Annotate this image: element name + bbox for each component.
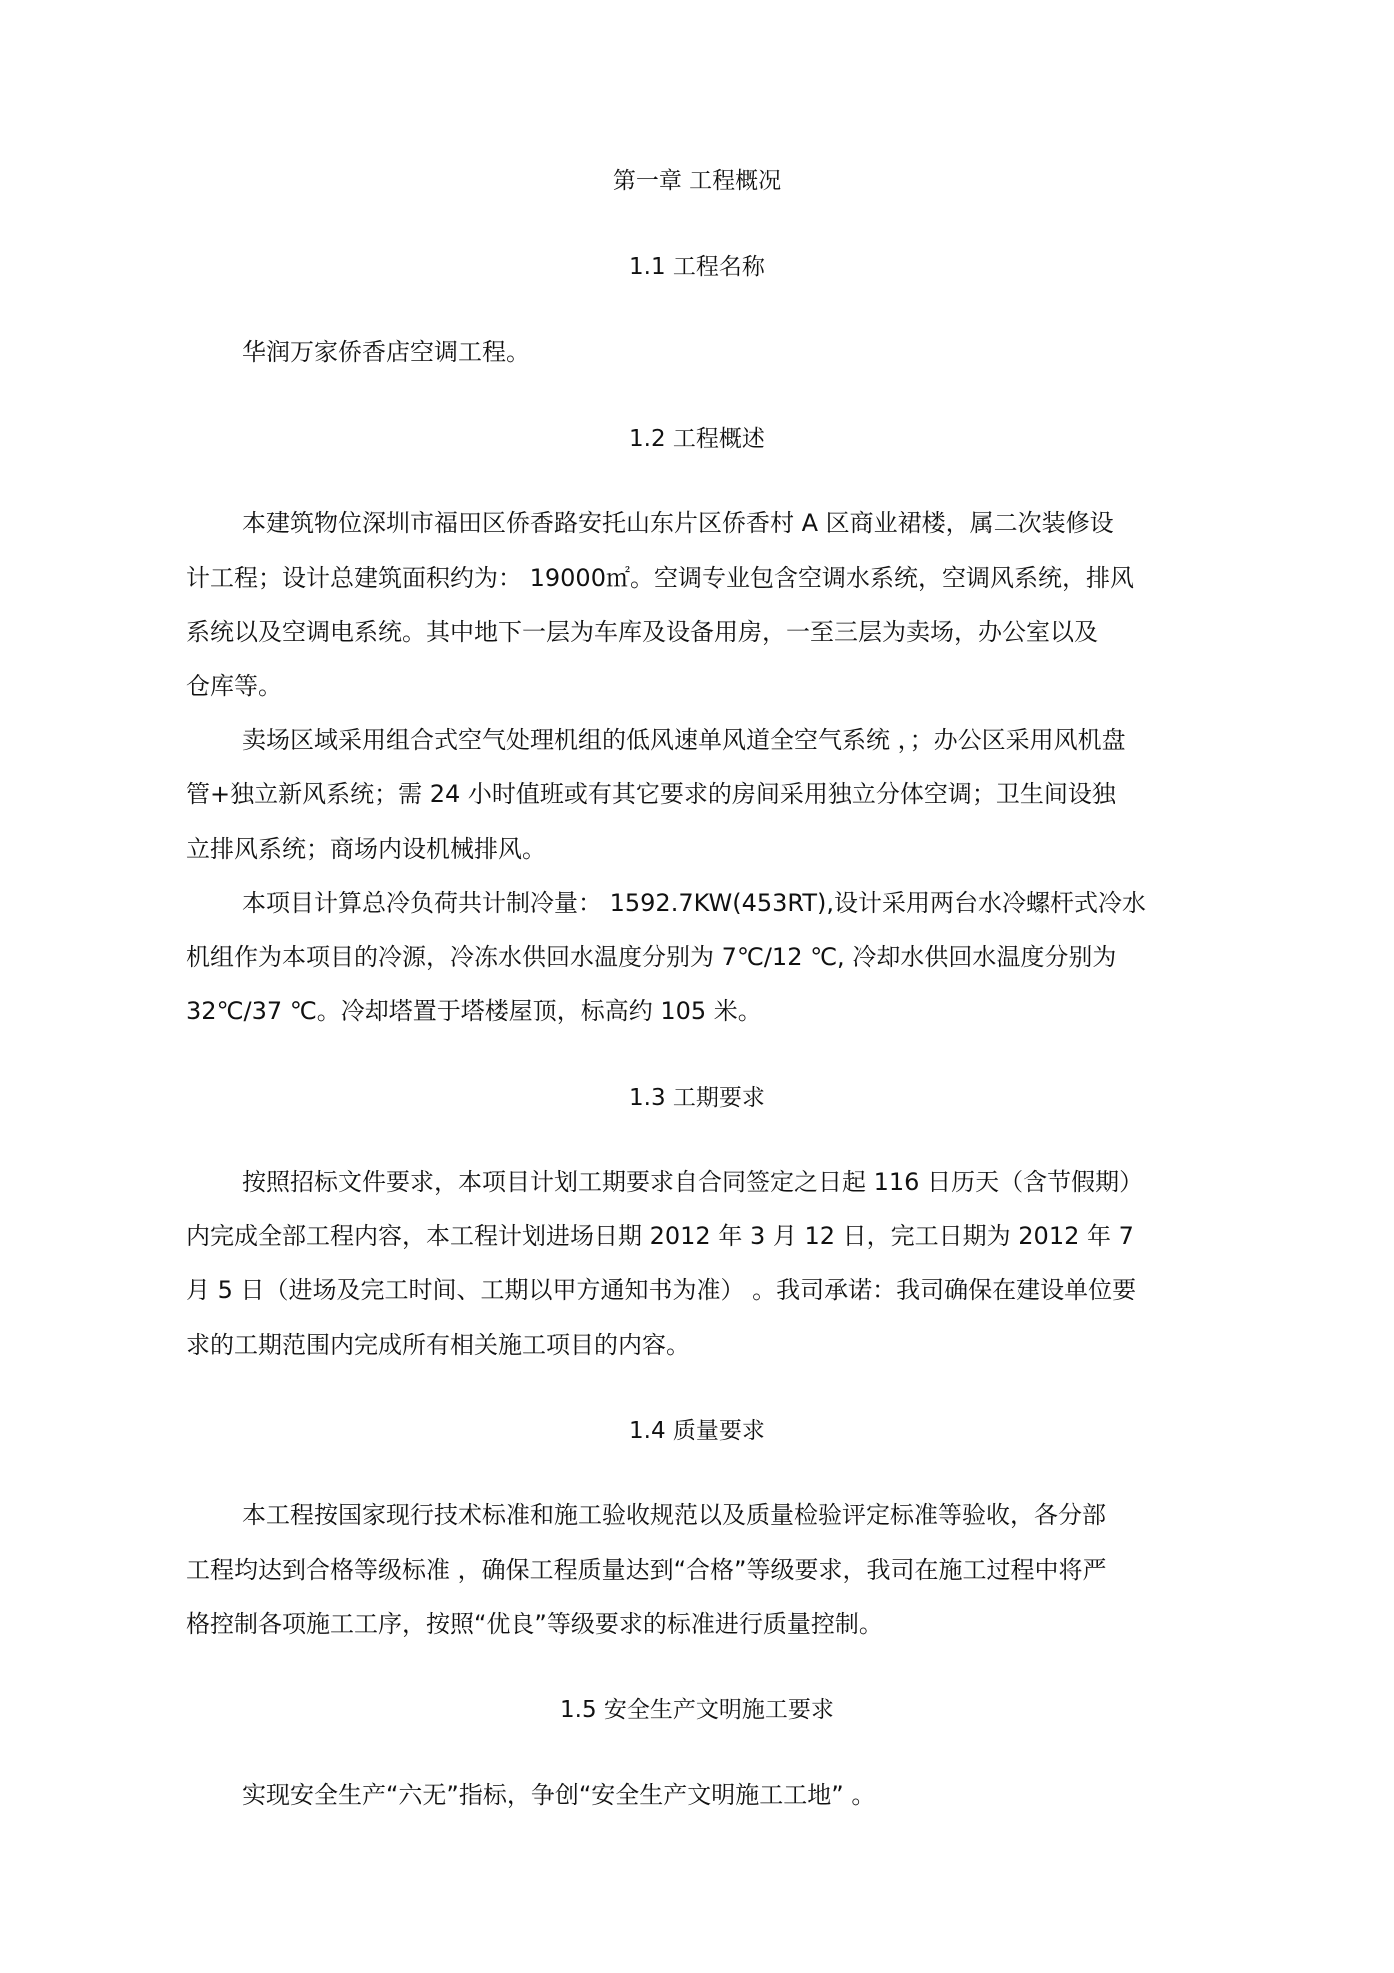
paragraph-line: 卖场区域采用组合式空气处理机组的低风速单风道全空气系统 ，；办公区采用风机盘 [242, 726, 1126, 754]
paragraph-line: 按照招标文件要求，本项目计划工期要求自合同签定之日起 116 日历天（含节假期） [242, 1168, 1144, 1196]
paragraph-line: 立排风系统；商场内设机械排风。 [186, 835, 546, 863]
paragraph-line: 求的工期范围内完成所有相关施工项目的内容。 [186, 1331, 690, 1359]
section-heading-1-5: 1.5 安全生产文明施工要求 [560, 1697, 834, 1723]
paragraph-line: 本建筑物位深圳市福田区侨香路安托山东片区侨香村 A 区商业裙楼，属二次装修设 [242, 509, 1114, 537]
section-heading-1-1: 1.1 工程名称 [629, 254, 765, 280]
paragraph-line: 32℃/37 ℃。冷却塔置于塔楼屋顶，标高约 105 米。 [186, 997, 762, 1025]
paragraph-line: 机组作为本项目的冷源，冷冻水供回水温度分别为 7℃/12 ℃, 冷却水供回水温度分别为 [186, 943, 1117, 971]
paragraph-line: 系统以及空调电系统。其中地下一层为车库及设备用房，一至三层为卖场，办公室以及 [186, 618, 1098, 646]
paragraph-line: 本项目计算总冷负荷共计制冷量： 1592.7KW(453RT),设计采用两台水冷螺杆式冷水 [242, 889, 1146, 917]
chapter-title: 第一章 工程概况 [612, 168, 782, 194]
paragraph-line: 工程均达到合格等级标准 ，确保工程质量达到“合格”等级要求，我司在施工过程中将严 [186, 1556, 1107, 1584]
paragraph-line: 格控制各项施工工序，按照“优良”等级要求的标准进行质量控制。 [186, 1610, 883, 1638]
paragraph-line: 内完成全部工程内容，本工程计划进场日期 2012 年 3 月 12 日，完工日期为 2012 年 7 [186, 1222, 1134, 1250]
paragraph-line: 月 5 日（进场及完工时间、工期以甲方通知书为准） 。我司承诺：我司确保在建设单位要 [186, 1276, 1137, 1304]
paragraph-line: 计工程；设计总建筑面积约为： 19000㎡。空调专业包含空调水系统，空调风系统，排风 [186, 564, 1134, 592]
paragraph-line: 仓库等。 [186, 672, 282, 700]
section-heading-1-2: 1.2 工程概述 [629, 426, 765, 452]
section-heading-1-4: 1.4 质量要求 [629, 1418, 765, 1444]
section-heading-1-3: 1.3 工期要求 [629, 1085, 765, 1111]
paragraph-line: 本工程按国家现行技术标准和施工验收规范以及质量检验评定标准等验收，各分部 [242, 1501, 1106, 1529]
paragraph-line: 华润万家侨香店空调工程。 [242, 338, 530, 366]
paragraph-line: 管+独立新风系统；需 24 小时值班或有其它要求的房间采用独立分体空调；卫生间设独 [186, 780, 1116, 808]
paragraph-line: 实现安全生产“六无”指标，争创“安全生产文明施工工地” 。 [242, 1781, 876, 1809]
